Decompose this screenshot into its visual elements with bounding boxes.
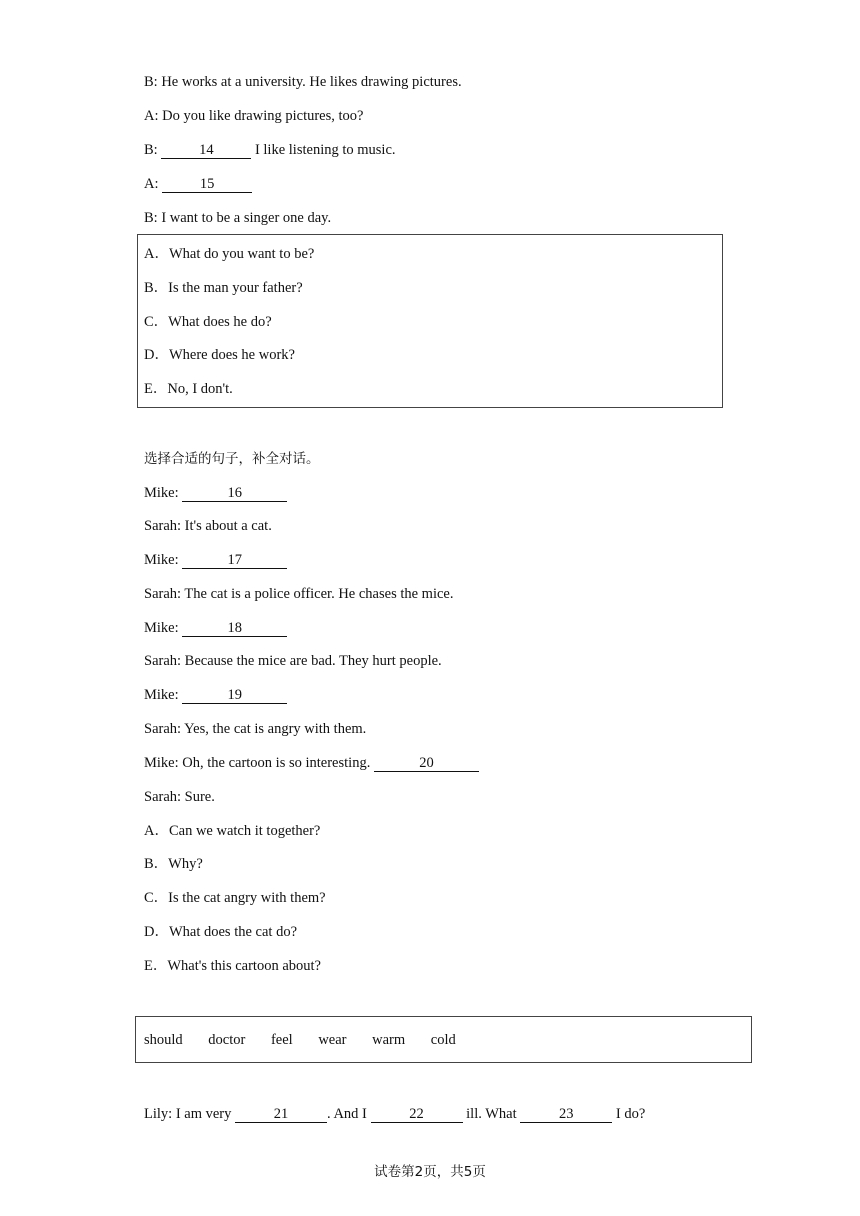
mike-line-4	[144, 686, 287, 704]
word-bank	[144, 1032, 478, 1049]
blank-17[interactable]: 17	[182, 553, 287, 569]
page-footer: 试卷第2页，共5页	[374, 1164, 486, 1180]
option-2-d: D．What does the cat do?	[144, 924, 298, 940]
option-2-a: A．Can we watch it together?	[144, 823, 321, 839]
dialog-text: Mike: Oh, the cartoon is so interesting.	[144, 755, 374, 771]
blank-22[interactable]: 22	[371, 1107, 463, 1123]
word-bank-box	[135, 1016, 752, 1063]
blank-15[interactable]: 15	[162, 177, 252, 193]
sarah-line-4: Sarah: Yes, the cat is angry with them.	[144, 721, 367, 737]
word-cold: cold	[430, 1032, 456, 1048]
mike-line-5	[144, 754, 479, 772]
sarah-line-2: Sarah: The cat is a police officer. He chases the mice.	[144, 586, 454, 602]
option-1-e: E．No, I don't.	[144, 381, 233, 397]
speaker-label: B:	[144, 142, 162, 158]
word-wear: wear	[318, 1032, 347, 1048]
mike-line-2	[144, 551, 287, 569]
sarah-line-3: Sarah: Because the mice are bad. They hurt people.	[144, 653, 442, 669]
dialog-line-5: B: I want to be a singer one day.	[144, 210, 332, 226]
dialog-line-1: B: He works at a university. He likes drawing pictures.	[144, 74, 462, 90]
option-2-c: C．Is the cat angry with them?	[144, 890, 326, 906]
speaker-label: Mike:	[144, 620, 183, 636]
mike-line-3	[144, 619, 287, 637]
lily-line	[144, 1105, 645, 1123]
speaker-label: Mike:	[144, 485, 183, 501]
speaker-label: Mike:	[144, 552, 183, 568]
option-1-c: C．What does he do?	[144, 314, 272, 330]
option-2-e: E．What's this cartoon about?	[144, 958, 321, 974]
section-instruction: 选择合适的句子，补全对话。	[144, 451, 320, 467]
speaker-label: Mike:	[144, 687, 183, 703]
blank-23[interactable]: 23	[520, 1107, 612, 1123]
blank-16[interactable]: 16	[182, 486, 287, 502]
dialog-text: I do?	[612, 1106, 646, 1122]
speaker-label: A:	[144, 176, 163, 192]
blank-18[interactable]: 18	[182, 621, 287, 637]
sarah-line-1: Sarah: It's about a cat.	[144, 518, 272, 534]
blank-21[interactable]: 21	[235, 1107, 327, 1123]
dialog-text: Lily: I am very	[144, 1106, 236, 1122]
mike-line-1	[144, 484, 287, 502]
option-1-d: D．Where does he work?	[144, 347, 295, 363]
word-doctor: doctor	[208, 1032, 246, 1048]
dialog-text: I like listening to music.	[251, 142, 396, 158]
word-warm: warm	[372, 1032, 406, 1048]
blank-20[interactable]: 20	[374, 756, 479, 772]
dialog-line-3	[144, 141, 396, 159]
dialog-text: . And I	[327, 1106, 371, 1122]
dialog-text: ill. What	[462, 1106, 521, 1122]
word-feel: feel	[270, 1032, 293, 1048]
blank-14[interactable]: 14	[161, 143, 251, 159]
dialog-line-4	[144, 175, 252, 193]
blank-19[interactable]: 19	[182, 688, 287, 704]
option-1-b: B．Is the man your father?	[144, 280, 303, 296]
sarah-line-5: Sarah: Sure.	[144, 789, 215, 805]
dialog-line-2: A: Do you like drawing pictures, too?	[144, 108, 364, 124]
option-1-a: A．What do you want to be?	[144, 246, 315, 262]
option-2-b: B．Why?	[144, 856, 203, 872]
word-should: should	[144, 1032, 183, 1048]
